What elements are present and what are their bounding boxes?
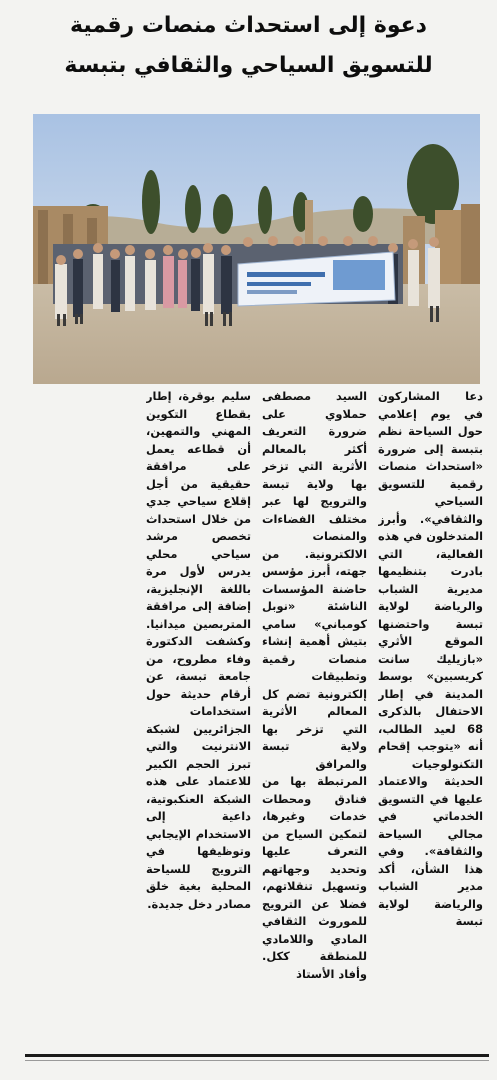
bottom-rule [25, 1054, 489, 1057]
article-column-3: سليم بوقرة، إطار بقطاع التكوين المهني والتمهين، أن قطاعه يعمل على مرافقة حقيقية من أجل إقلاع سياحي جدي من خلال استحداث تخصص مرشد سياحي محلي يدرس لأول مرة باللغة الإنجليزية، إضافة إلى مرافقة المتربصين ميدانيا. وكشفت الدكتورة وفاء مطروح، من جامعة تبسة، عن أرقام حديثة حول استخدامات الجزائريين لشبكة الانترنيت والتي تبرز الحجم الكبير للاعتماد على هذه الشبكة العنكبوتية، داعية إلى الاستخدام الإيجابي وتوظيفها في الترويج للسياحة المحلية بغية خلق مصادر دخل جديدة. [146, 389, 251, 911]
group-photo-illustration [33, 114, 480, 384]
article-column-2: السيد مصطفى حملاوي على ضرورة التعريف أكثر بالمعالم الأثرية التي تزخر بها ولاية تبسة والترويج لها عبر مختلف الفضاءات والمنصات الالكترونية. من جهته، أبرز مؤسس حاضنة المؤسسات الناشئة «نوبل كومباني» سامي بتيش أهمية إنشاء منصات رقمية وتطبيقات إلكترونية تضم كل المعالم الأثرية التي تزخر بها ولاية تبسة والمرافق المرتبطة بها من فنادق ومحطات خدمات وغيرها، لتمكين السياح من التعرف عليها وتحديد وجهاتهم وتسهيل تنقلاتهم، فضلا عن الترويج للموروث الثقافي المادي واللامادي للمنطقة ككل. وأفاد الأستاذ [262, 389, 367, 981]
article-column-1: دعا المشاركون في يوم إعلامي حول السياحة نظم بتبسة إلى ضرورة «استحداث منصات رقمية للتسويق السياحي والثقافي». وأبرز المتدخلون في هذه الفعالية، التي بادرت بتنظيمها مديرية الشباب والرياضة لولاية تبسة واحتضنها الموقع الأثري «بازيليك سانت كريسبين» بوسط المدينة في إطار الاحتفال بالذكرى 68 لعيد الطالب، أنه «يتوجب إقحام التكنولوجيات الحديثة والاعتماد عليها في التسويق الخدماتي في مجالي السياحة والثقافة». وفي هذا الشأن، أكد مدير الشباب والرياضة لولاية تبسة [378, 389, 483, 928]
bottom-rule-thin [25, 1060, 489, 1061]
article-body [31, 388, 483, 1053]
article-headline [10, 6, 487, 86]
article-photo [33, 114, 480, 384]
headline-line-2: للتسويق السياحي والثقافي بتبسة [64, 53, 433, 78]
article-column-4 [31, 388, 136, 1053]
headline-line-1: دعوة إلى استحداث منصات رقمية [70, 13, 427, 38]
